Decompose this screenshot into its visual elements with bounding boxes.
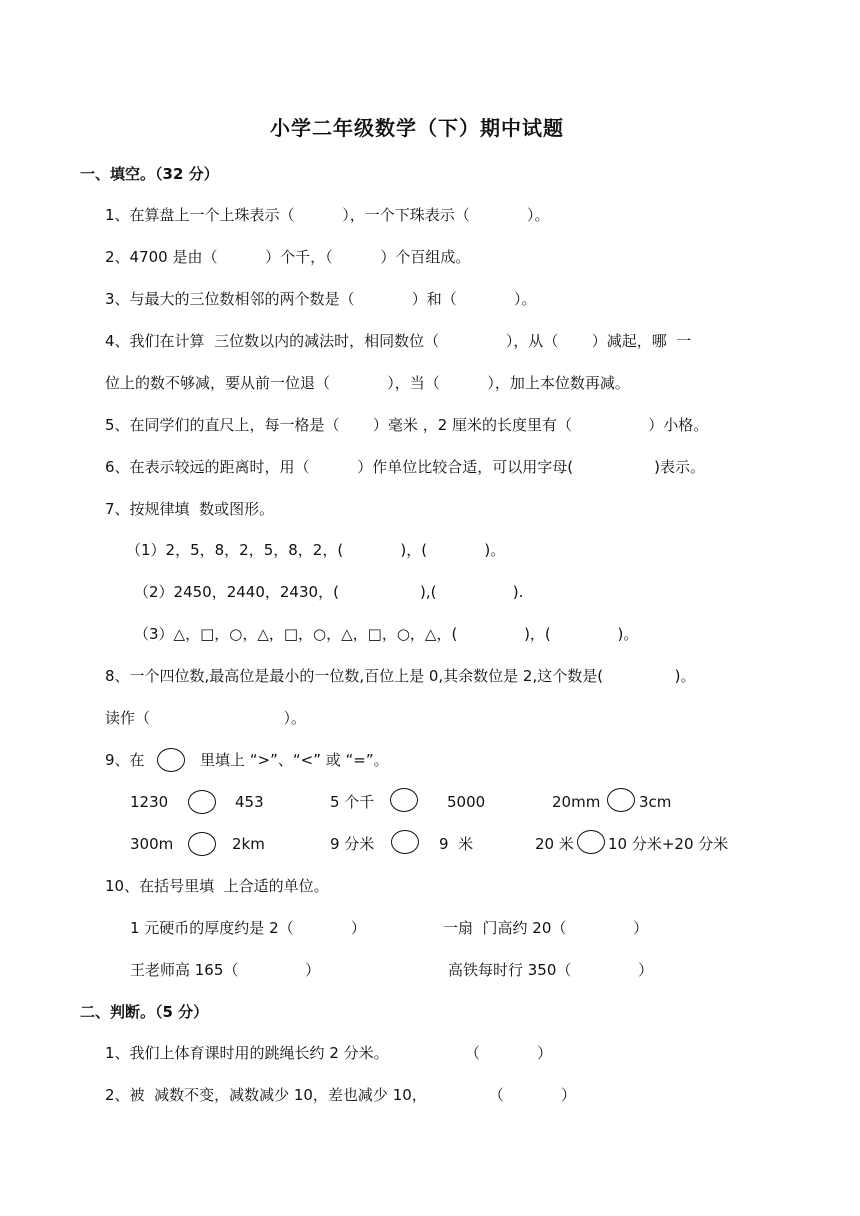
- question-7-sub-3: （3）△，□，○，△，□，○，△，□，○，△，( )，( )。: [134, 625, 639, 643]
- compare-right: 10 分米+20 分米: [608, 835, 729, 853]
- compare-left: 20mm: [552, 793, 601, 811]
- compare-blank[interactable]: [607, 788, 635, 812]
- section-1-heading: 一、填空。（32 分）: [80, 165, 219, 183]
- compare-left: 300m: [130, 835, 174, 853]
- compare-right: 2km: [232, 835, 265, 853]
- question-4-line-2: 位上的数不够减，要从前一位退（ ），当（ ），加上本位数再减。: [105, 374, 630, 392]
- judge-question-2: 2、被 减数不变，减数减少 10，差也减少 10， （ ）: [105, 1086, 576, 1104]
- compare-blank[interactable]: [391, 830, 419, 854]
- question-6: 6、在表示较远的距离时，用（ ）作单位比较合适，可以用字母( )表示。: [105, 458, 705, 476]
- compare-left: 20 米: [535, 835, 574, 853]
- unit-item: 王老师高 165（ ）: [130, 961, 321, 979]
- question-7-sub-2: （2）2450，2440，2430，( ),( ).: [134, 583, 524, 601]
- compare-blank[interactable]: [188, 790, 216, 814]
- question-7-sub-1: （1）2，5，8，2，5，8，2，( )，( )。: [126, 541, 506, 559]
- unit-item: 1 元硬币的厚度约是 2（ ）: [130, 919, 366, 937]
- question-8-line-2: 读作（ ）。: [105, 709, 307, 727]
- question-7: 7、按规律填 数或图形。: [105, 500, 275, 518]
- question-5: 5、在同学们的直尺上，每一格是（ ）毫米 ，2 厘米的长度里有（ ）小格。: [105, 416, 709, 434]
- compare-blank[interactable]: [188, 832, 216, 856]
- question-2: 2、4700 是由（ ）个千，（ ）个百组成。: [105, 248, 471, 266]
- compare-right: 5000: [447, 793, 486, 811]
- compare-blank[interactable]: [390, 788, 418, 812]
- compare-blank[interactable]: [577, 830, 605, 854]
- question-3: 3、与最大的三位数相邻的两个数是（ ）和（ ）。: [105, 290, 537, 308]
- section-2-heading: 二、判断。（5 分）: [80, 1003, 209, 1021]
- compare-left: 9 分米: [330, 835, 375, 853]
- question-10: 10、在括号里填 上合适的单位。: [105, 877, 329, 895]
- page-title: 小学二年级数学（下）期中试题: [270, 116, 564, 140]
- compare-circle-icon: [157, 748, 185, 772]
- question-4-line-1: 4、我们在计算 三位数以内的减法时，相同数位（ ），从（ ）减起，哪 一: [105, 332, 692, 350]
- compare-right: 453: [235, 793, 264, 811]
- question-9-instruction: 里填上 “>”、“<” 或 “=”。: [200, 751, 389, 769]
- unit-item: 高铁每时行 350（ ）: [448, 961, 654, 979]
- unit-item: 一扇 门高约 20（ ）: [443, 919, 649, 937]
- question-8-line-1: 8、一个四位数,最高位是最小的一位数,百位上是 0,其余数位是 2,这个数是( )。: [105, 667, 696, 685]
- compare-left: 1230: [130, 793, 169, 811]
- question-1: 1、在算盘上一个上珠表示（ ），一个下珠表示（ ）。: [105, 206, 550, 224]
- compare-right: 9 米: [439, 835, 474, 853]
- judge-question-1: 1、我们上体育课时用的跳绳长约 2 分米。 （ ）: [105, 1044, 553, 1062]
- compare-left: 5 个千: [330, 793, 375, 811]
- question-9-prefix: 9、在: [105, 751, 145, 769]
- compare-right: 3cm: [639, 793, 672, 811]
